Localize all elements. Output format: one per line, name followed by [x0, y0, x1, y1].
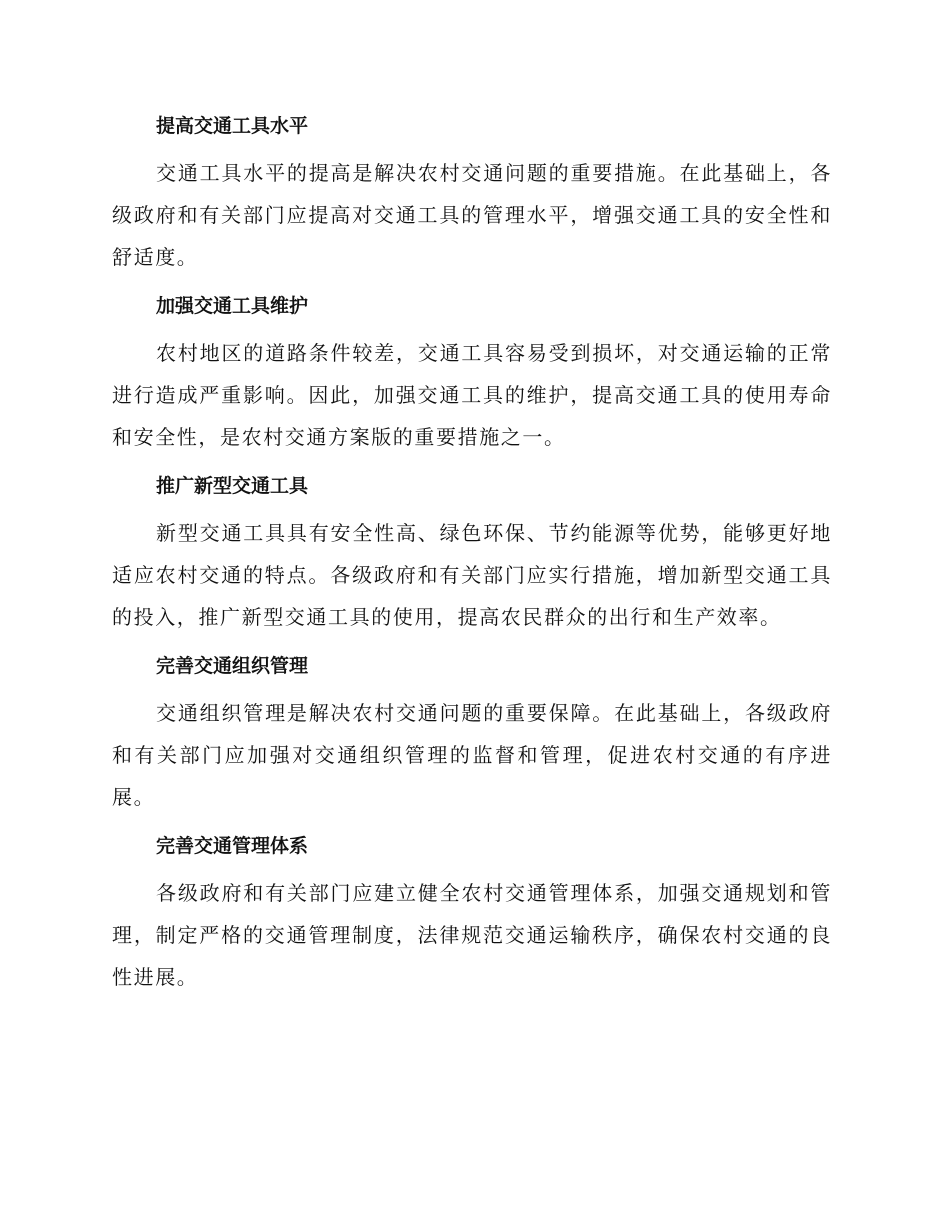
section-heading: 提高交通工具水平 [156, 115, 309, 137]
section-paragraph: 交通工具水平的提高是解决农村交通问题的重要措施。在此基础上，各级政府和有关部门应提高对交通工具的管理水平，增强交通工具的安全性和舒适度。 [112, 161, 832, 269]
section-vehicle-maintenance [112, 292, 832, 458]
section-traffic-management-system [112, 832, 832, 998]
section-heading: 完善交通组织管理 [156, 655, 309, 677]
section-heading: 加强交通工具维护 [156, 295, 309, 317]
document-page [112, 100, 832, 1008]
section-promote-new-vehicles [112, 472, 832, 638]
section-heading: 推广新型交通工具 [156, 475, 309, 497]
section-traffic-organization [112, 652, 832, 818]
section-heading: 完善交通管理体系 [156, 835, 309, 857]
section-paragraph: 交通组织管理是解决农村交通问题的重要保障。在此基础上，各级政府和有关部门应加强对交通组织管理的监督和管理，促进农村交通的有序进展。 [112, 701, 832, 809]
section-paragraph: 各级政府和有关部门应建立健全农村交通管理体系，加强交通规划和管理，制定严格的交通管理制度，法律规范交通运输秩序，确保农村交通的良性进展。 [112, 881, 832, 989]
section-improve-vehicle-level [112, 112, 832, 278]
section-paragraph: 新型交通工具具有安全性高、绿色环保、节约能源等优势，能够更好地适应农村交通的特点。各级政府和有关部门应实行措施，增加新型交通工具的投入，推广新型交通工具的使用，提高农民群众的出行和生产效率。 [112, 521, 832, 629]
section-paragraph: 农村地区的道路条件较差，交通工具容易受到损坏，对交通运输的正常进行造成严重影响。因此，加强交通工具的维护，提高交通工具的使用寿命和安全性，是农村交通方案版的重要措施之一。 [112, 341, 832, 449]
